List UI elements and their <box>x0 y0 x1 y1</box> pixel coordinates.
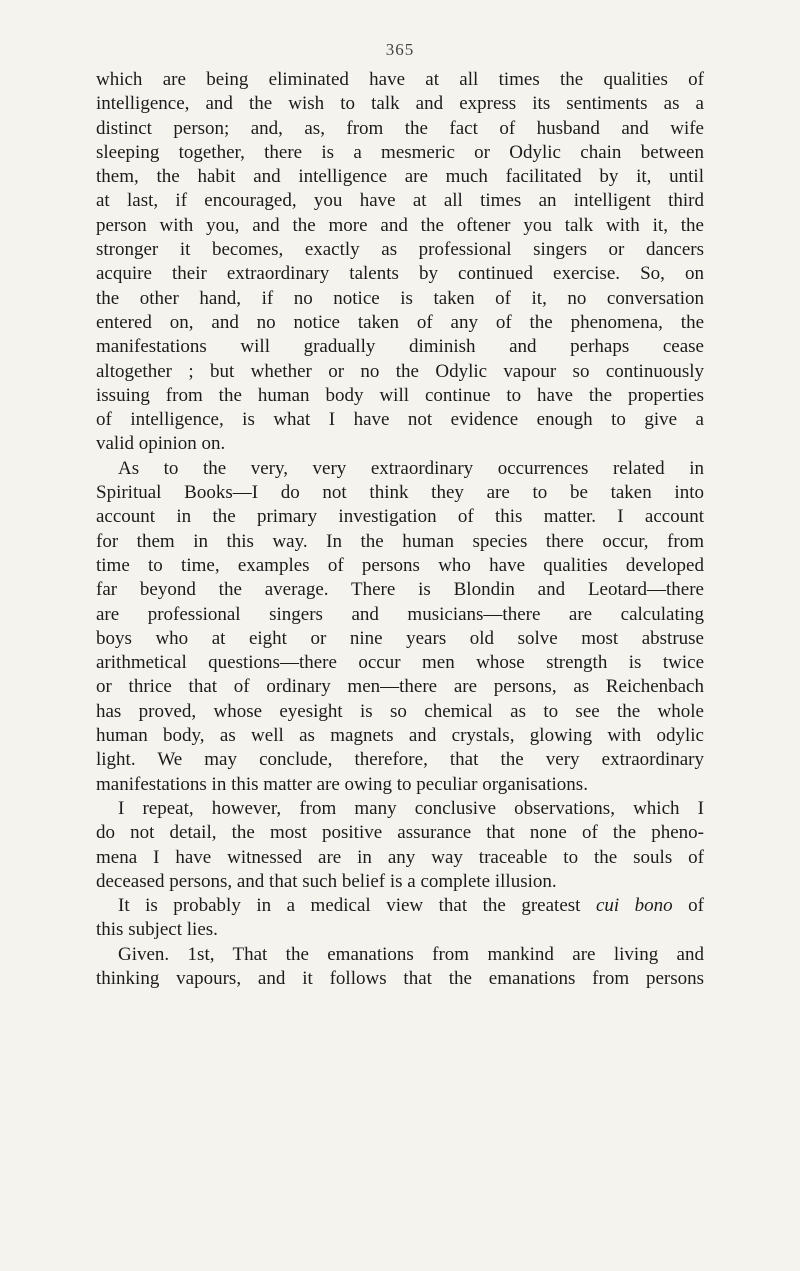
text-line: boys who at eight or nine years old solve most abstruse <box>96 627 704 649</box>
text-line: valid opinion on. <box>96 433 226 455</box>
text-line: has proved, whose eyesight is so chemical as to see the whole <box>96 700 704 722</box>
text-line: manifestations in this matter are owing to peculiar organisations. <box>96 773 588 795</box>
text-line: stronger it becomes, exactly as professional singers or dancers <box>96 239 704 261</box>
text-line: account in the primary investigation of this matter. I account <box>96 506 704 528</box>
text-line: light. We may conclude, therefore, that the very extraordinary <box>96 749 704 771</box>
text-line: for them in this way. In the human species there occur, from <box>96 530 704 552</box>
text-line: deceased persons, and that such belief is a complete illusion. <box>96 870 557 892</box>
text-line: altogether ; but whether or no the Odylic vapour so continuously <box>96 360 704 382</box>
text-line: acquire their extraordinary talents by continued exercise. So, on <box>96 263 704 285</box>
text-line <box>96 894 704 918</box>
text-line: of intelligence, is what I have not evidence enough to give a <box>96 409 704 431</box>
body-text <box>96 68 704 991</box>
text-line: which are being eliminated have at all times the qualities of <box>96 69 704 90</box>
text-line: arithmetical questions—there occur men whose strength is twice <box>96 652 704 674</box>
text-line: distinct person; and, as, from the fact of husband and wife <box>96 117 704 139</box>
text-line: sleeping together, there is a mesmeric or Odylic chain between <box>96 141 704 163</box>
page-number: 365 <box>385 40 415 59</box>
text-line: Spiritual Books—I do not think they are to be taken into <box>96 482 704 504</box>
text-line: intelligence, and the wish to talk and express its sentiments as a <box>96 93 704 115</box>
text-line: I repeat, however, from many conclusive observations, which I <box>118 797 704 819</box>
text-line: entered on, and no notice taken of any of the phenomena, the <box>96 311 704 333</box>
text-line: far beyond the average. There is Blondin and Leotard—there <box>96 579 704 601</box>
text-line: human body, as well as magnets and crystals, glowing with odylic <box>96 725 704 747</box>
text-line: the other hand, if no notice is taken of it, no conversation <box>96 287 704 309</box>
text-line: time to time, examples of persons who have qualities developed <box>96 554 704 576</box>
text-line: manifestations will gradually diminish and perhaps cease <box>96 336 704 358</box>
text-segment: It is probably in a medical view that the greatest <box>118 895 596 917</box>
text-line: As to the very, very extraordinary occurrences related in <box>118 457 704 479</box>
text-line: do not detail, the most positive assurance that none of the pheno- <box>96 822 704 844</box>
text-line: mena I have witnessed are in any way traceable to the souls of <box>96 846 704 868</box>
text-line: are professional singers and musicians—there are calculating <box>96 603 704 625</box>
text-line: at last, if encouraged, you have at all times an intelligent third <box>96 190 704 212</box>
text-segment: of <box>672 895 704 917</box>
text-line: Given. 1st, That the emanations from mankind are living and <box>118 943 704 965</box>
text-line: person with you, and the more and the oftener you talk with it, the <box>96 214 704 236</box>
italic-phrase: cui bono <box>595 895 673 917</box>
text-line: issuing from the human body will continue to have the properties <box>96 384 704 406</box>
text-line: this subject lies. <box>96 919 218 941</box>
text-line: or thrice that of ordinary men—there are persons, as Reichenbach <box>96 676 704 698</box>
text-line: them, the habit and intelligence are much facilitated by it, until <box>96 166 704 188</box>
text-line: thinking vapours, and it follows that the emanations from persons <box>96 967 704 989</box>
